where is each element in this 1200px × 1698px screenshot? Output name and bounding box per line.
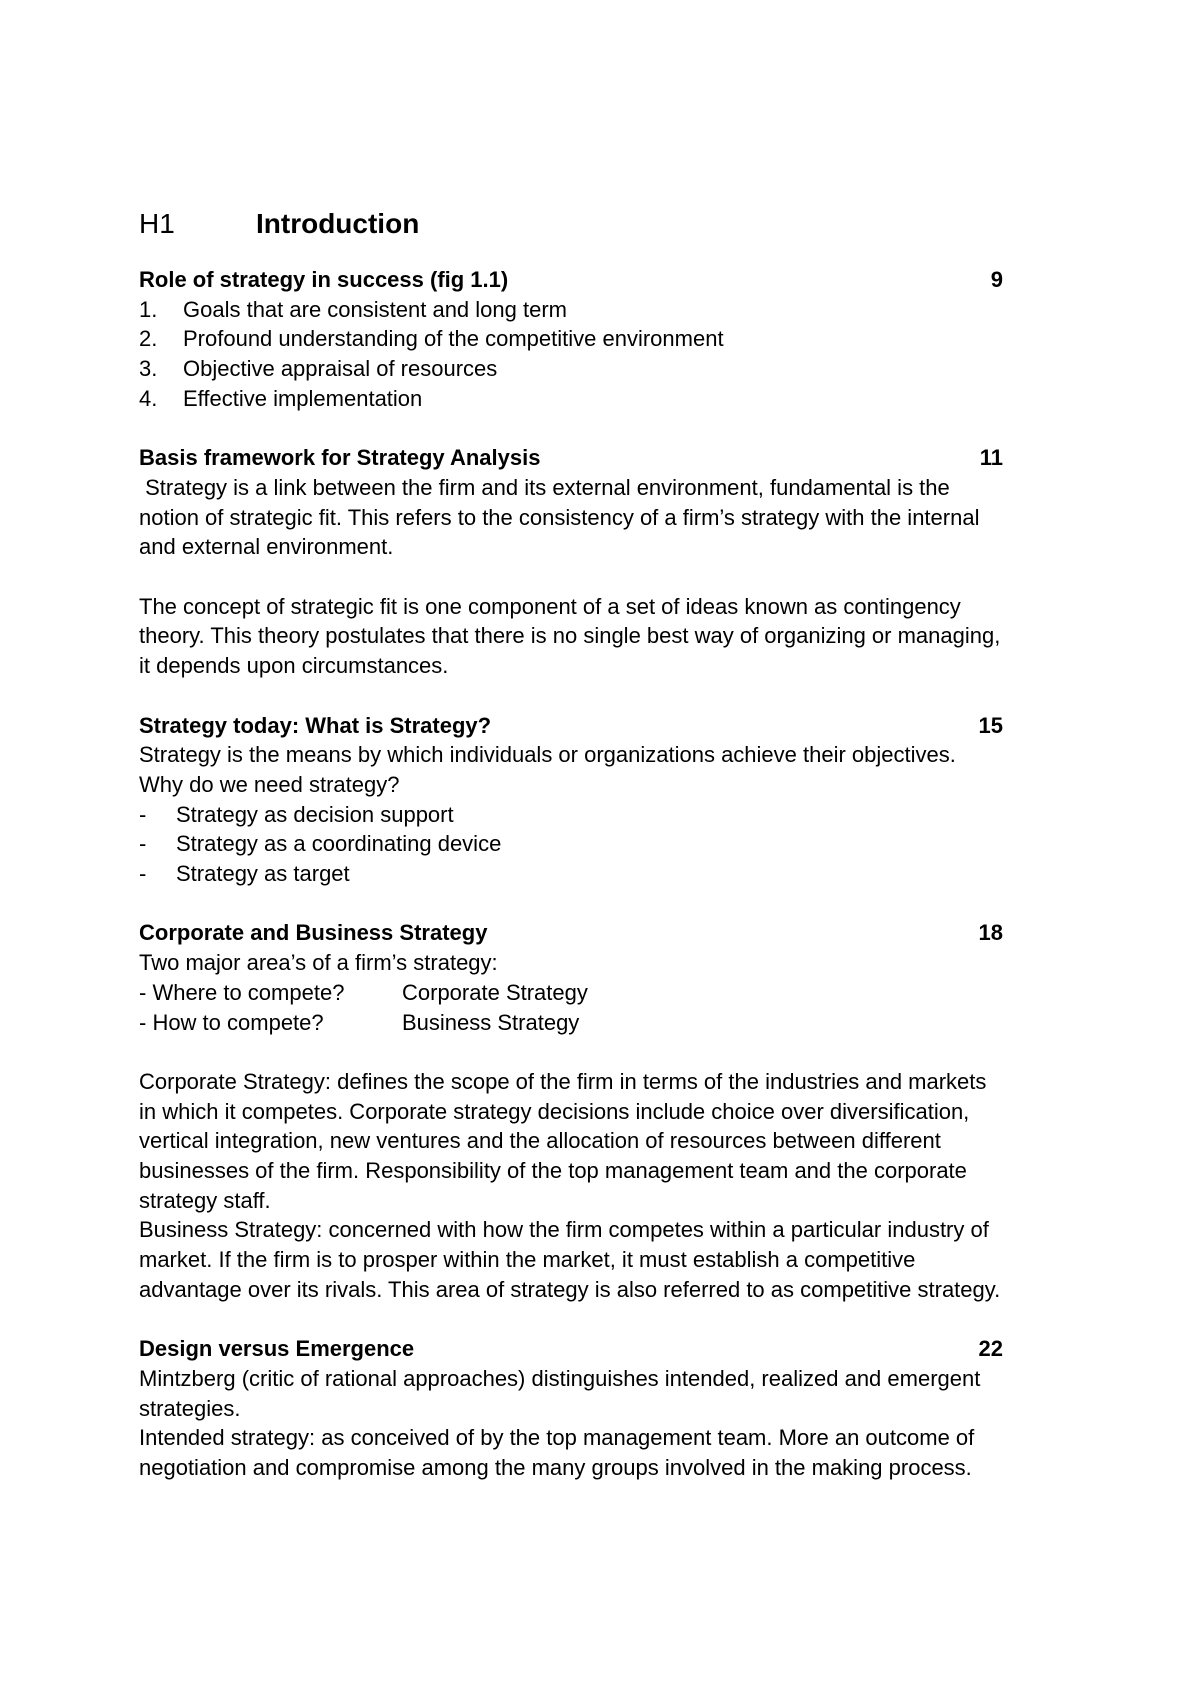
section-strategy-today [139, 711, 1009, 889]
paragraph: Mintzberg (critic of rational approaches) distinguishes intended, realized and emergent strategies. [139, 1365, 981, 1421]
list-item [139, 829, 1009, 859]
section-header [139, 443, 1009, 473]
section-title: Basis framework for Strategy Analysis [139, 445, 541, 471]
pair-answer: Business Strategy [402, 1009, 580, 1035]
list-item [139, 859, 1009, 889]
paragraph: The concept of strategic fit is one component of a set of ideas known as contingency theory. This theory postulates that there is no single best way of organizing or managing, it depends upon circumstances. [139, 593, 1001, 679]
paragraph: Corporate Strategy: defines the scope of the firm in terms of the industries and markets in which it competes. Corporate strategy decisions include choice over diversification, vertical integration, new ventures and the allocation of resources between different businesses of the firm. Responsibility of the top management team and the corporate strategy staff. [139, 1068, 987, 1213]
chapter-number: H1 [139, 208, 175, 239]
paragraph: Intended strategy: as conceived of by the top management team. More an outcome of negotiation and compromise among the many groups involved in the making process. [139, 1425, 975, 1481]
chapter-heading [139, 207, 1009, 241]
section-corporate-business [139, 918, 1009, 1304]
page-reference: 9 [990, 267, 1003, 292]
list-item [139, 800, 1009, 830]
list-item [139, 295, 1009, 325]
strategy-pair-row [139, 978, 1009, 1008]
list-marker: - [139, 801, 147, 827]
pair-question: - Where to compete? [139, 979, 345, 1005]
section-header [139, 918, 1009, 948]
paragraph-spacer [139, 1037, 1009, 1067]
paragraph: Why do we need strategy? [139, 771, 400, 797]
list-marker: 3. [139, 356, 158, 382]
section-header [139, 1334, 1009, 1364]
list-item [139, 354, 1009, 384]
paragraph: Two major area’s of a firm’s strategy: [139, 950, 498, 976]
paragraph-spacer [139, 562, 1009, 592]
section-title: Design versus Emergence [139, 1336, 415, 1362]
section-basis-framework [139, 443, 1009, 681]
list-item-text: Strategy as decision support [176, 801, 454, 827]
list-item-text: Effective implementation [183, 385, 423, 411]
section-title: Corporate and Business Strategy [139, 920, 488, 946]
list-item [139, 384, 1009, 414]
list-item-text: Strategy as target [176, 861, 350, 887]
section-role-of-strategy [139, 265, 1009, 414]
page-reference: 11 [979, 445, 1003, 471]
page-reference: 22 [978, 1336, 1003, 1362]
chapter-title: Introduction [256, 208, 420, 239]
pair-question: - How to compete? [139, 1009, 324, 1035]
list-item-text: Strategy as a coordinating device [176, 831, 502, 857]
list-item-text: Goals that are consistent and long term [183, 296, 567, 322]
section-title: Role of strategy in success (fig 1.1) [139, 267, 509, 292]
numbered-list [139, 295, 1009, 414]
pair-answer: Corporate Strategy [402, 979, 588, 1005]
paragraph: Strategy is a link between the firm and its external environment, fundamental is the notion of strategic fit. This refers to the consistency of a firm’s strategy with the internal and external environment. [139, 474, 986, 560]
list-item [139, 324, 1009, 354]
section-header [139, 265, 1009, 295]
dash-list [139, 800, 1009, 889]
section-design-vs-emergence [139, 1334, 1009, 1483]
list-marker: 4. [139, 385, 158, 411]
strategy-pair-row [139, 1008, 1009, 1038]
section-header [139, 711, 1009, 741]
list-item-text: Profound understanding of the competitive environment [183, 326, 724, 352]
paragraph: Business Strategy: concerned with how the firm competes within a particular industry of market. If the firm is to prosper within the market, it must establish a competitive advantage over its rivals. This area of strategy is also referred to as competitive strategy. [139, 1217, 1001, 1302]
list-item-text: Objective appraisal of resources [183, 356, 498, 382]
list-marker: 1. [139, 296, 158, 322]
paragraph: Strategy is the means by which individuals or organizations achieve their objectives. [139, 742, 956, 768]
list-marker: - [139, 861, 147, 887]
page-reference: 15 [978, 712, 1003, 738]
document-page [139, 207, 1009, 1512]
list-marker: 2. [139, 326, 158, 352]
page-reference: 18 [978, 920, 1003, 946]
list-marker: - [139, 831, 147, 857]
section-title: Strategy today: What is Strategy? [139, 712, 492, 738]
